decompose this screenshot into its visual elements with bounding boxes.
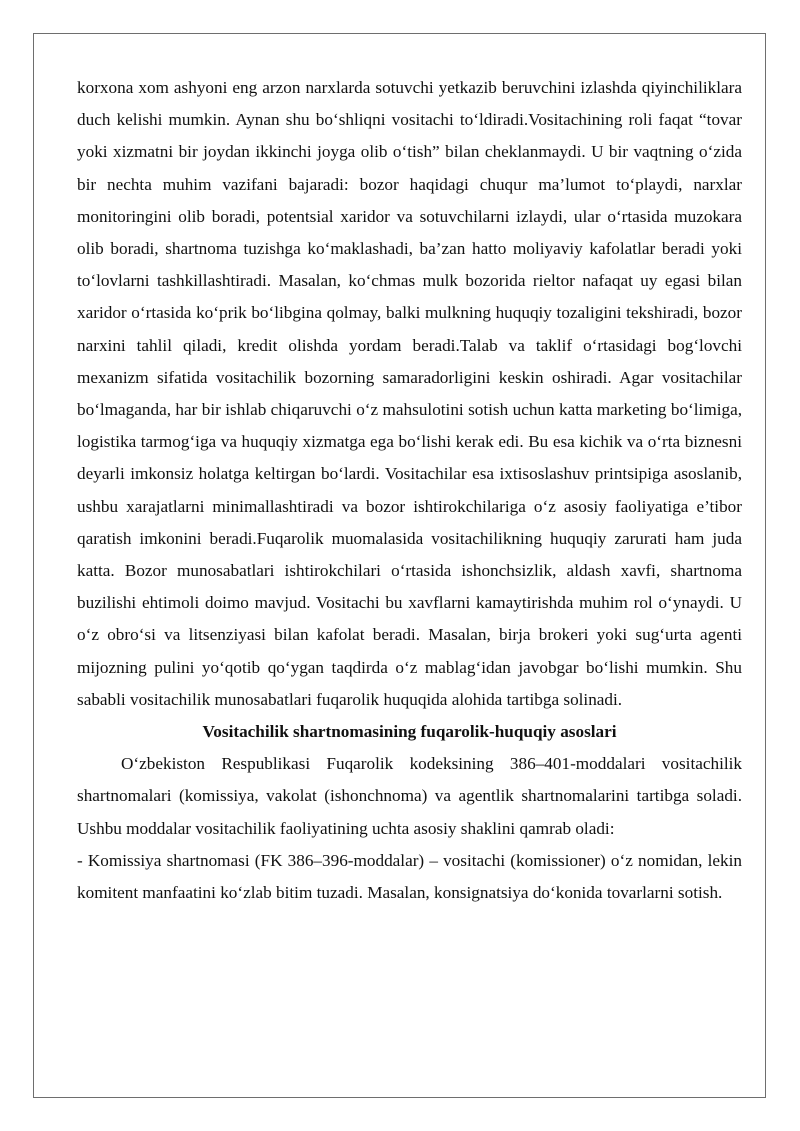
document-body: [77, 72, 742, 909]
list-item: - Komissiya shartnomasi (FK 386–396-moddalar) – vositachi (komissioner) o‘z nomidan, lekin komitent manfaatini ko‘zlab bitim tuzadi. Masalan, konsignatsiya do‘konida tovarlarni sotish.: [77, 850, 742, 903]
body-paragraph: O‘zbekiston Respublikasi Fuqarolik kodeksining 386–401-moddalari vositachilik shartnomalari (komissiya, vakolat (ishonchnoma) va agentlik shartnomalarini tartibga soladi. Ushbu moddalar vositachilik faoliyatining uchta asosiy shaklini qamrab oladi:: [77, 754, 742, 838]
body-paragraph: korxona xom ashyoni eng arzon narxlarda sotuvchi yetkazib beruvchini izlashda qiyinchiliklara duch kelishi mumkin. Aynan shu bo‘shliqni vositachi to‘ldiradi.Vositachining roli faqat “tovar yoki xizmatni bir joydan ikkinchi joyga olib o‘tish” bilan cheklanmaydi. U bir vaqtning o‘zida bir nechta muhim vazifani bajaradi: bozor haqidagi chuqur ma’lumot to‘playdi, narxlar monitoringini olib boradi, potentsial xaridor va sotuvchilarni izlaydi, ular o‘rtasida muzokara olib boradi, shartnoma tuzishga ko‘maklashadi, ba’zan hatto moliyaviy kafolatlar beradi yoki to‘lovlarni tashkillashtiradi. Masalan, ko‘chmas mulk bozorida rieltor nafaqat uy egasi bilan xaridor o‘rtasida ko‘prik bo‘libgina qolmay, balki mulkning huquqiy tozaligini tekshiradi, bozor narxini tahlil qiladi, kredit olishda yordam beradi.Talab va taklif o‘rtasidagi bog‘lovchi mexanizm sifatida vositachilik bozorning samaradorligini keskin oshiradi. Agar vositachilar bo‘lmaganda, har bir ishlab chiqaruvchi o‘z mahsulotini sotish uchun katta marketing bo‘limiga, logistika tarmog‘iga va huquqiy xizmatga ega bo‘lishi kerak edi. Bu esa kichik va o‘rta biznesni deyarli imkonsiz holatga keltirgan bo‘lardi. Vositachilar esa ixtisoslashuv printsipiga asoslanib, ushbu xarajatlarni minimallashtiradi va bozor ishtirokchilariga o‘z asosiy faoliyatiga e’tibor qaratish imkonini beradi.Fuqarolik muomalasida vositachilikning huquqiy zarurati ham juda katta. Bozor munosabatlari ishtirokchilari o‘rtasida ishonchsizlik, aldash xavfi, shartnoma buzilishi ehtimoli doimo mavjud. Vositachi bu xavflarni kamaytirishda muhim rol o‘ynaydi. U o‘z obro‘si va litsenziyasi bilan kafolat beradi. Masalan, birja brokeri yoki sug‘urta agenti mijozning pulini yo‘qotib qo‘ygan taqdirda o‘z mablag‘idan javobgar bo‘lishi mumkin. Shu sababli vositachilik munosabatlari fuqarolik huquqida alohida tartibga solinadi.: [77, 78, 742, 709]
section-heading: Vositachilik shartnomasining fuqarolik-huquqiy asoslari: [202, 722, 617, 742]
